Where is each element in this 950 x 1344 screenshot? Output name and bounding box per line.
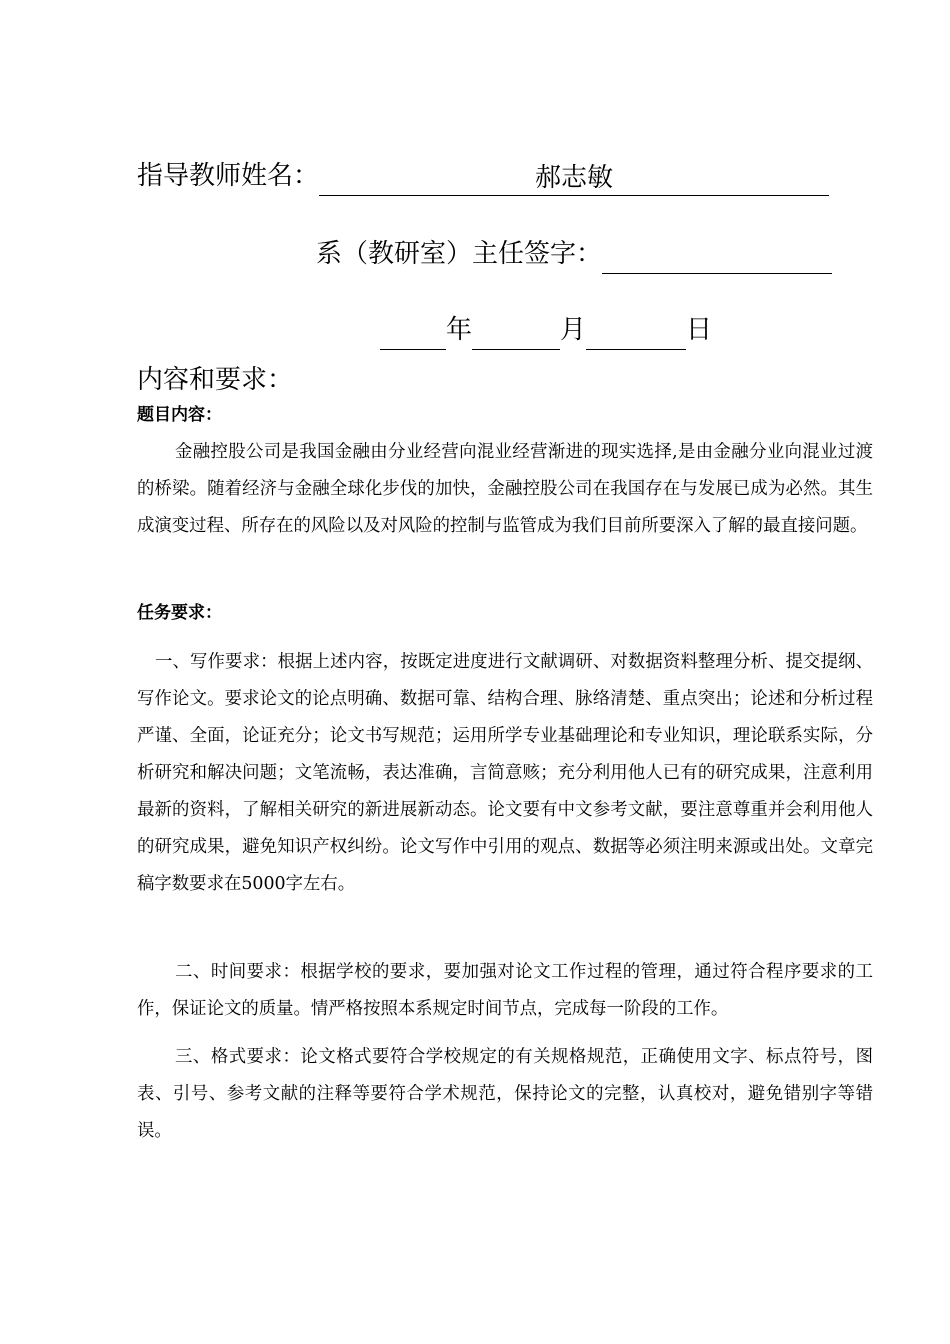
content-section-title: 内容和要求： [137, 365, 294, 395]
year-field [380, 319, 446, 350]
day-field [586, 319, 686, 350]
director-signature-row [316, 234, 832, 274]
time-requirement-paragraph: 二、时间要求：根据学校的要求，要加强对论文工作过程的管理，通过符合程序要求的工作，保证论文的质量。情严格按照本系规定时间节点，完成每一阶段的工作。 [137, 962, 873, 1019]
director-label: 系（教研室）主任签字： [316, 239, 603, 269]
day-label: 日 [686, 315, 713, 345]
advisor-name-field [319, 165, 829, 196]
writing-requirement-paragraph: 一、写作要求：根据上述内容，按既定进度进行文献调研、对数据资料整理分析、提交提纲、写作论文。要求论文的论点明确、数据可靠、结构合理、脉络清楚、重点突出；论述和分析过程严谨、全面，论证充分；论文书写规范；运用所学专业基础理论和专业知识，理论联系实际，分析研究和解决问题；文笔流畅，表达准确，言简意赅；充分利用他人已有的研究成果，注意利用最新的资料，了解相关研究的新进展新动态。论文要有中文参考文献，要注意尊重并会利用他人的研究成果，避免知识产权纠纷。论文写作中引用的观点、数据等必须注明来源或出处。文章完稿字数要求在5000字左右。 [137, 652, 873, 894]
task-heading: 任务要求： [137, 603, 222, 623]
director-signature-field [602, 243, 832, 274]
month-label: 月 [560, 315, 587, 345]
date-row [380, 310, 712, 350]
topic-paragraph: 金融控股公司是我国金融由分业经营向混业经营渐进的现实选择,是由金融分业向混业过渡的桥梁。随着经济与金融全球化步伐的加快，金融控股公司在我国存在与发展已成为必然。其生成演变过程、所存在的风险以及对风险的控制与监管成为我们目前所要深入了解的最直接问题。 [137, 442, 873, 536]
format-requirement-paragraph: 三、格式要求：论文格式要符合学校规定的有关规格规范，正确使用文字、标点符号，图表、引号、参考文献的注释等要符合学术规范，保持论文的完整，认真校对，避免错别字等错误。 [137, 1047, 873, 1141]
month-field [472, 319, 560, 350]
advisor-name: 郝志敏 [535, 163, 614, 193]
advisor-row [137, 156, 829, 196]
topic-heading: 题目内容： [137, 405, 222, 425]
year-label: 年 [446, 315, 473, 345]
advisor-label: 指导教师姓名： [137, 161, 320, 191]
